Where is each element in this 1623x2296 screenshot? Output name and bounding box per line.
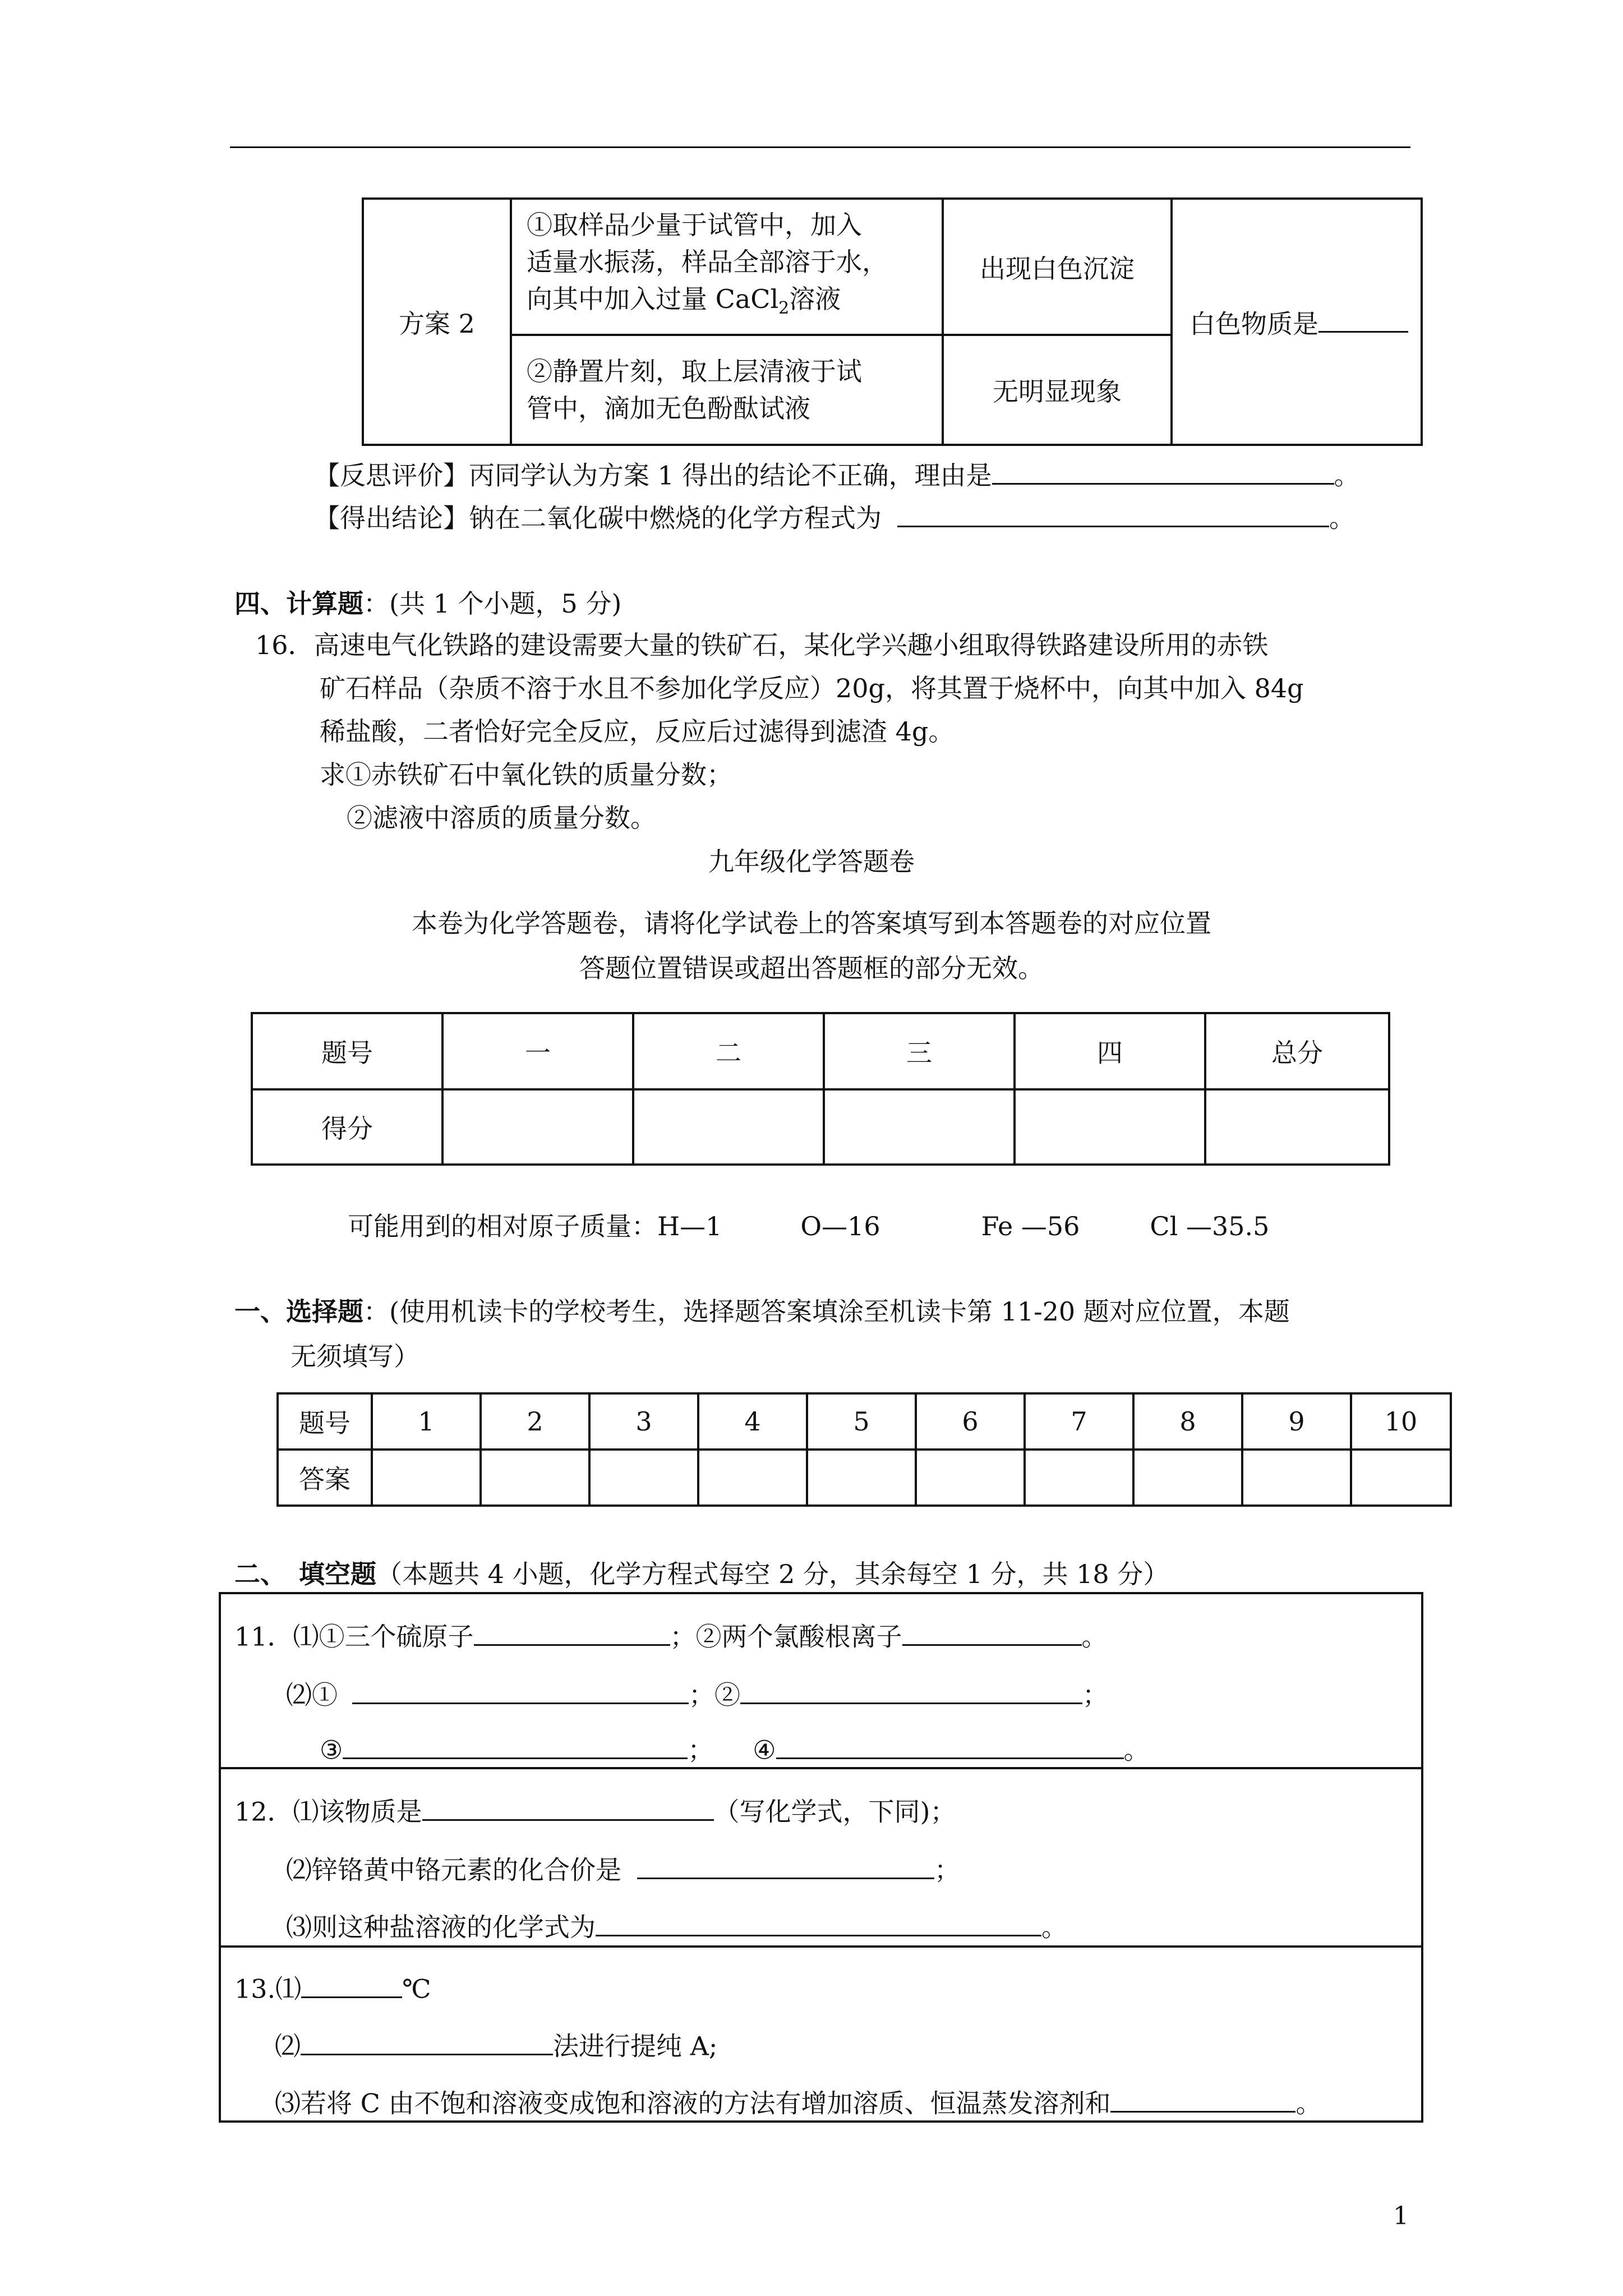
answer-blank[interactable] (301, 1968, 402, 1998)
q13-line2: ⑵ 法进行提纯 A; (275, 2025, 717, 2063)
choice-number: 7 (1025, 1393, 1133, 1450)
q12-line2: ⑵锌铬黄中铬元素的化合价是 ； (286, 1849, 960, 1887)
answer-blank[interactable] (1110, 2082, 1295, 2113)
q11-line3: ③ ； ④ 。 (320, 1729, 1150, 1767)
choice-number: 2 (481, 1393, 589, 1450)
choice-number: 8 (1133, 1393, 1242, 1450)
choice-answer-cell[interactable] (589, 1450, 698, 1506)
plan2-step1-result: 出现白色沉淀 (943, 199, 1172, 335)
page-number: 1 (1393, 2202, 1409, 2230)
answer-blank[interactable] (596, 1906, 1041, 1936)
answer-blank[interactable] (776, 1729, 1124, 1759)
section1-heading: 一、选择题：(使用机读卡的学校考生，选择题答案填涂至机读卡第 11-20 题对应位置，本题 无须填写） (234, 1296, 1290, 1372)
choice-answer-cell[interactable] (1025, 1450, 1133, 1506)
choice-number: 9 (1242, 1393, 1351, 1450)
answer-blank[interactable] (637, 1849, 934, 1879)
question-16: 16．高速电气化铁路的建设需要大量的铁矿石，某化学兴趣小组取得铁路建设所用的赤铁 矿石样品（杂质不溶于水且不参加化学反应）20g，将其置于烧杯中，向其中加入 84g 稀盐酸，二者恰好完全反应，反应后过滤得到滤渣 4g。 求①赤铁矿石中氧化铁的质量分数； ②滤液中溶质的质量分数。 (255, 630, 1304, 833)
choice-answer-cell[interactable] (807, 1450, 916, 1506)
score-header: 题号 (252, 1013, 442, 1089)
choice-answer-cell[interactable] (916, 1450, 1025, 1506)
plan2-step1: ①取样品少量于试管中，加入 适量水振荡，样品全部溶于水， 向其中加入过量 CaCl$_2$溶液 (511, 199, 943, 335)
answer-blank[interactable] (352, 1674, 689, 1704)
section2-heading: 二、 填空题（本题共 4 小题，化学方程式每空 2 分，其余每空 1 分，共 18 分） (234, 1559, 1169, 1589)
choice-number: 6 (916, 1393, 1025, 1450)
atomic-masses: 可能用到的相对原子质量：H—1 O—16 Fe —56 Cl —35.5 (348, 1211, 1270, 1241)
reflection-line: 【反思评价】丙同学认为方案 1 得出的结论不正确，理由是 。 (314, 454, 1360, 493)
answer-blank[interactable] (422, 1791, 714, 1821)
answer-blank[interactable] (474, 1616, 670, 1646)
q11-line1: 11．⑴①三个硫原子 ；②两个氯酸根离子 。 (234, 1616, 1108, 1654)
choice-row-label: 题号 (278, 1393, 372, 1450)
choice-number: 5 (807, 1393, 916, 1450)
section4-heading: 四、计算题：(共 1 个小题，5 分) (234, 588, 622, 619)
choice-answer-cell[interactable] (1351, 1450, 1451, 1506)
choice-answer-cell[interactable] (481, 1450, 589, 1506)
plan2-label: 方案 2 (363, 199, 511, 445)
score-header: 一 (442, 1013, 633, 1089)
conclusion-line: 【得出结论】钠在二氧化碳中燃烧的化学方程式为 。 (314, 497, 1355, 535)
choice-answer-cell[interactable] (1133, 1450, 1242, 1506)
answer-blank[interactable] (902, 1616, 1082, 1646)
header-rule (230, 146, 1410, 148)
plan2-conclusion: 白色物质是 (1172, 199, 1422, 445)
q13-line3: ⑶若将 C 由不饱和溶液变成饱和溶液的方法有增加溶质、恒温蒸发溶剂和 。 (275, 2082, 1321, 2120)
plan2-table (362, 197, 1423, 446)
choice-number: 1 (372, 1393, 481, 1450)
plan2-step2: ②静置片刻，取上层清液于试 管中，滴加无色酚酞试液 (511, 335, 943, 445)
choice-answer-cell[interactable] (698, 1450, 807, 1506)
choice-number: 4 (698, 1393, 807, 1450)
answer-blank[interactable] (740, 1674, 1082, 1704)
choice-answer-cell[interactable] (372, 1450, 481, 1506)
answer-sheet-title: 九年级化学答题卷 (708, 846, 915, 877)
score-row-label: 得分 (252, 1089, 442, 1165)
choice-answer-table (276, 1392, 1452, 1507)
score-table (251, 1012, 1390, 1166)
q12-line3: ⑶则这种盐溶液的化学式为 。 (286, 1906, 1067, 1944)
choice-number: 10 (1351, 1393, 1451, 1450)
q11-line2: ⑵① ；② ； (286, 1674, 1108, 1712)
score-cell[interactable] (442, 1089, 633, 1165)
score-header: 四 (1015, 1013, 1205, 1089)
score-cell[interactable] (633, 1089, 824, 1165)
score-header: 二 (633, 1013, 824, 1089)
score-header: 三 (824, 1013, 1015, 1089)
answer-sheet-instructions: 本卷为化学答题卷，请将化学试卷上的答案填写到本答题卷的对应位置 答题位置错误或超出答题框的部分无效。 (412, 908, 1211, 983)
score-cell[interactable] (824, 1089, 1015, 1165)
score-header: 总分 (1205, 1013, 1389, 1089)
plan2-step2-result: 无明显现象 (943, 335, 1172, 445)
answer-blank[interactable] (343, 1729, 688, 1759)
choice-row-label: 答案 (278, 1450, 372, 1506)
score-cell[interactable] (1205, 1089, 1389, 1165)
score-cell[interactable] (1015, 1089, 1205, 1165)
q12-line1: 12．⑴该物质是 （写化学式，下同)； (234, 1791, 956, 1829)
answer-blank[interactable] (301, 2025, 553, 2055)
q13-line1: 13.⑴ ℃ (234, 1968, 431, 2006)
choice-answer-cell[interactable] (1242, 1450, 1351, 1506)
choice-number: 3 (589, 1393, 698, 1450)
